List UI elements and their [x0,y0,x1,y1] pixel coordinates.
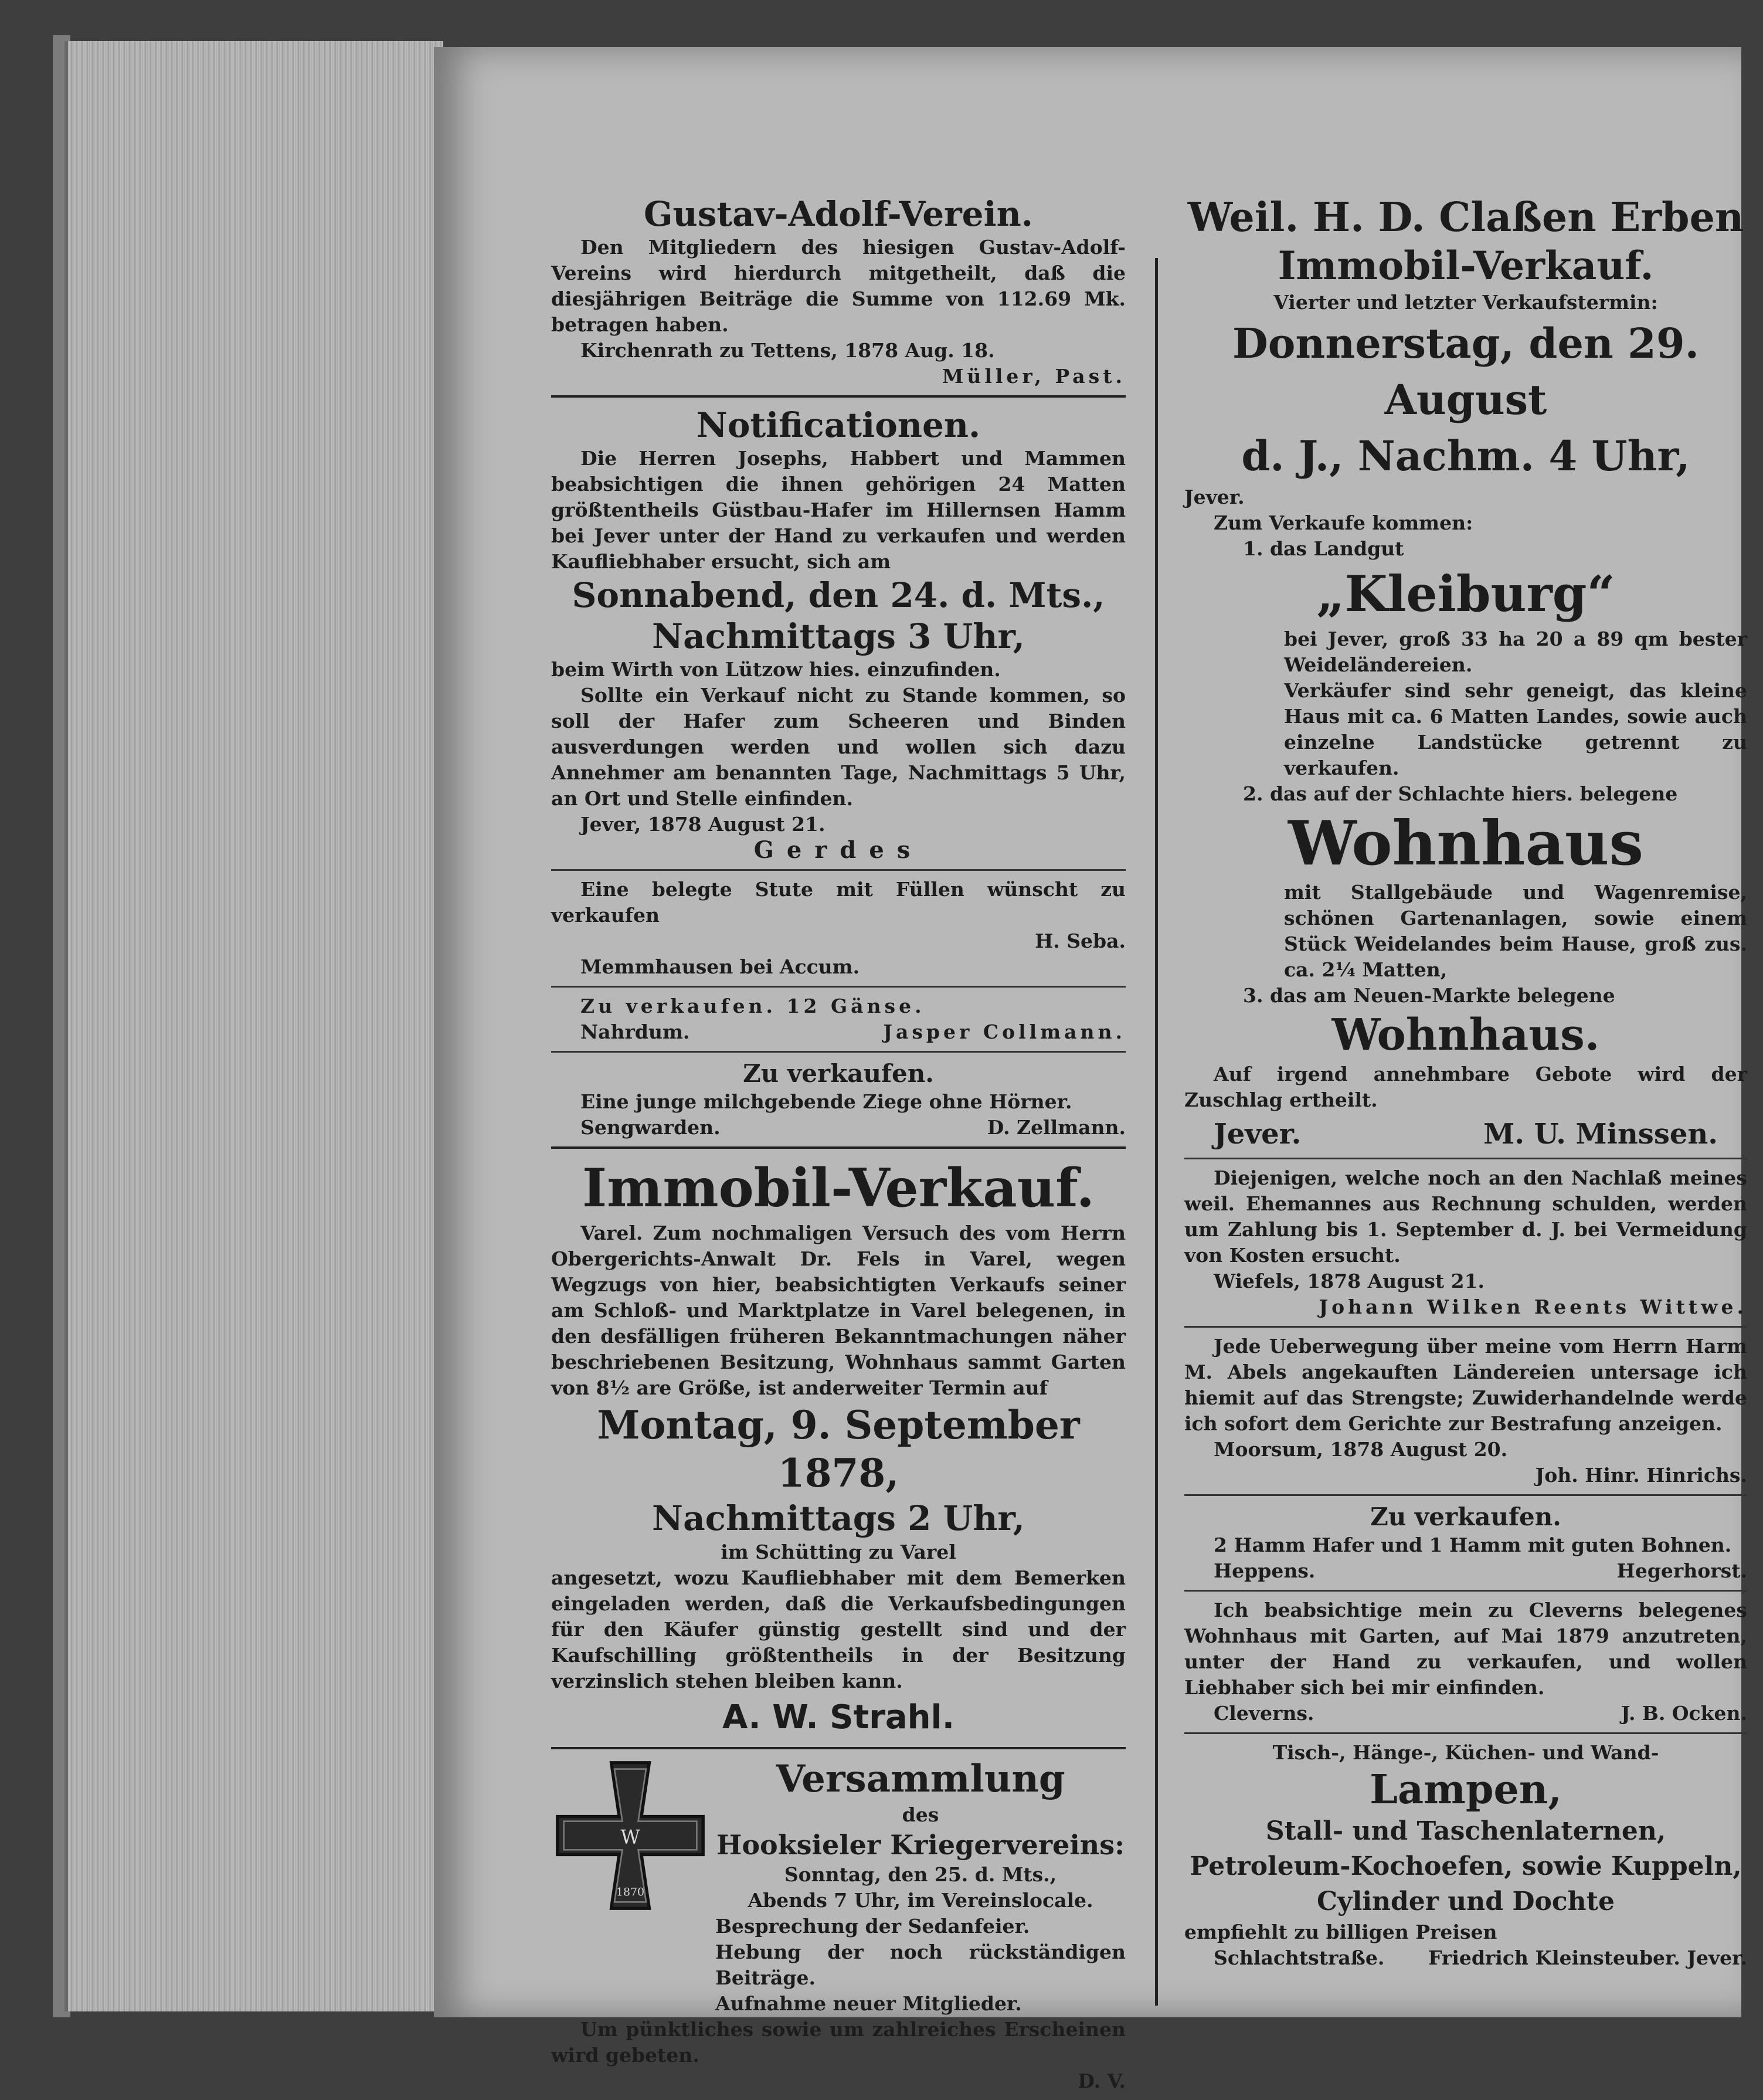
ad-lampen [1184,1740,1747,1971]
ad-varel-immobil [551,1156,1126,1741]
cross-letter: W [620,1826,640,1848]
agenda-item: Aufnahme neuer Mitglieder. [715,1992,1022,2015]
ad-closing: Auf irgend annehmbare Gebote wird der Zuschlag ertheilt. [1184,1063,1747,1111]
ad-address: Schlachtstraße. [1214,1946,1385,1969]
ad-signature: Müller, Past. [942,365,1126,388]
ad-signature: Friedrich Kleinsteuber. Jever. [1428,1946,1747,1969]
ad-body: Eine belegte Stute mit Füllen wünscht zu verkaufen [551,878,1126,927]
ad-time: d. J., Nachm. 4 Uhr, [1241,432,1690,480]
ad-time: Nachmittags 2 Uhr, [652,1498,1025,1538]
ad-signature: J. B. Ocken. [1621,1702,1747,1725]
ad-body: Die Herren Josephs, Habbert und Mammen beabsichtigen die ihnen gehörigen 24 Matten größtentheils Güstbau-Hafer im Hillernsen Hamm bei Jever unter der Hand zu verkaufen und werden Kaufliebhaber ersucht, sich am [551,447,1126,573]
ad-signature: Gerdes [753,836,923,864]
divider [1184,1590,1747,1592]
item-1-desc: bei Jever, groß 33 ha 20 a 89 qm bester Weideländereien. [1284,627,1747,676]
left-column [551,194,1126,2100]
ad-place: Sengwarden. [580,1116,721,1139]
item-3-name: Wohnhaus. [1331,1010,1600,1060]
divider [1184,1158,1747,1159]
ad-subtitle: Immobil-Verkauf. [1278,243,1654,289]
divider [551,869,1126,871]
divider [551,1051,1126,1053]
item-1-name: „Kleiburg“ [1316,565,1615,623]
divider [551,1747,1126,1749]
item-2: 2. das auf der Schlachte hiers. belegene [1243,782,1678,805]
ad-body: Eine junge milchgebende Ziege ohne Hörner. [580,1090,1072,1113]
ad-hafer [1184,1502,1747,1584]
ad-place: Cleverns. [1214,1702,1314,1725]
ad-date: Sonnabend, den 24. d. Mts., [572,575,1105,615]
agenda-item: Hebung der noch rückständigen Beiträge. [715,1940,1126,1989]
ad-time: Nachmittags 3 Uhr, [652,616,1025,656]
ad-place-date: Kirchenrath zu Tettens, 1878 Aug. 18. [580,339,995,362]
agenda-item: Besprechung der Sedanfeier. [715,1915,1030,1938]
ad-body: Ich beabsichtige mein zu Cleverns belegenes Wohnhaus mit Garten, auf Mai 1879 anzutreten, unter der Hand zu verkaufen, und wollen Liebhaber sich bei mir einfinden. [1184,1599,1747,1699]
ad-clasen-immobil [1184,194,1747,1152]
ad-body: 2 Hamm Hafer und 1 Hamm mit guten Bohnen. [1214,1534,1732,1556]
ad-place: im Schütting zu Varel [721,1541,956,1563]
ad-title: Zu verkaufen. [1370,1502,1561,1531]
ad-body: Jede Ueberwegung über meine vom Herrn Harm M. Abels angekauften Ländereien untersage ich hiemit auf das Strengste; Zuwiderhandelnde werde ich sofort dem Gerichte zur Bestrafung anzeigen. [1184,1335,1747,1435]
item-2-desc: mit Stallgebäude und Wagenremise, schönen Gartenanlagen, sowie einem Stück Weidelandes beim Hause, groß zus. ca. 2¼ Matten, [1284,881,1747,981]
ad-title: Gustav-Adolf-Verein. [644,194,1033,234]
ad-signature: D. Zellmann. [987,1116,1126,1139]
ad-place-date: Wiefels, 1878 August 21. [1214,1270,1485,1292]
ad-time: Abends 7 Uhr, im Vereinslocale. [748,1889,1093,1912]
book-page-edges [64,41,443,2011]
ad-place: Nahrdum. [580,1020,690,1043]
divider [1184,1326,1747,1328]
ad-signature: M. U. Minssen. [1483,1118,1718,1151]
ad-body-2: angesetzt, wozu Kaufliebhaber mit dem Bemerken eingeladen werden, daß die Verkaufsbedingungen für den Käufer günstig gestellt sind und der Kaufschilling größtentheils in der Besitzung verzinslich stehen bleiben kann. [551,1566,1126,1692]
ad-signature: H. Seba. [1035,929,1126,952]
cross-year: 1870 [616,1885,645,1899]
ad-place: Jever. [1184,486,1245,508]
ad-ziege [551,1059,1126,1141]
ad-line-3: empfiehlt zu billigen Preisen [1184,1921,1497,1943]
ad-notificationen [551,405,1126,863]
column-divider [1155,258,1158,2006]
ad-gaense [551,993,1126,1045]
ad-signature: Joh. Hinr. Hinrichs. [1535,1464,1747,1487]
ad-body: Zu verkaufen. 12 Gänse. [580,995,925,1017]
ad-title: Versammlung [776,1757,1065,1801]
ad-line-1: Tisch-, Hänge-, Küchen- und Wand- [1272,1741,1659,1764]
item-1-note: Verkäufer sind sehr geneigt, das kleine Haus mit ca. 6 Matten Landes, sowie auch einzelne Landstücke getrennt zu verkaufen. [1284,679,1747,779]
divider [1184,1494,1747,1496]
ad-date: Montag, 9. September 1878, [597,1402,1080,1496]
ad-place-date: Jever, 1878 August 21. [580,813,826,836]
ad-body: Den Mitgliedern des hiesigen Gustav-Adolf-Vereins wird hierdurch mitgetheilt, daß die diesjährigen Beiträge die Summe von 112.69 Mk. betragen haben. [551,236,1126,336]
divider [551,1146,1126,1149]
divider [551,395,1126,398]
ad-title: Notificationen. [696,405,981,445]
ad-des: des [902,1803,939,1826]
ad-signature: Johann Wilken Reents Wittwe. [1319,1295,1747,1318]
iron-cross-icon [551,1756,709,1915]
ad-place-date: Moorsum, 1878 August 20. [1214,1438,1508,1461]
ad-body: Diejenigen, welche noch an den Nachlaß meines weil. Ehemannes aus Rechnung schulden, werden um Zahlung bis 1. September d. J. bei Vermeidung von Kosten ersucht. [1184,1166,1747,1267]
ad-title: Immobil-Verkauf. [582,1157,1095,1219]
item-2-name: Wohnhaus [1288,807,1644,879]
ad-hinrichs [1184,1334,1747,1488]
ad-place: Jever. [1214,1118,1302,1151]
ad-place: beim Wirth von Lützow hies. einzufinden. [551,658,1001,681]
ad-place: Heppens. [1214,1559,1316,1582]
ad-reents [1184,1165,1747,1320]
ad-title: Weil. H. D. Claßen Erben [1187,194,1744,241]
ad-signature: D. V. [1078,2070,1126,2092]
item-3: 3. das am Neuen-Markte belegene [1243,984,1615,1007]
ad-date: Sonntag, den 25. d. Mts., [784,1863,1057,1886]
ad-title: Lampen, [1370,1766,1562,1813]
ad-club-name: Hooksieler Kriegervereins: [716,1829,1125,1861]
ad-kriegerverein [551,1756,1126,2094]
ad-signature: Jasper Collmann. [883,1020,1126,1043]
divider [1184,1732,1747,1734]
right-column [1184,194,1747,1977]
ad-ocken [1184,1597,1747,1726]
divider [551,986,1126,988]
ad-closing: Um pünktliches sowie um zahlreiches Erscheinen wird gebeten. [551,2018,1126,2067]
ad-title: Zu verkaufen. [743,1059,934,1088]
ad-stute [551,877,1126,980]
ad-place: Memmhausen bei Accum. [580,955,860,978]
ad-signature: A. W. Strahl. [722,1698,954,1736]
ad-body: Varel. Zum nochmaligen Versuch des vom Herrn Obergerichts-Anwalt Dr. Fels in Varel, wegen Wegzugs von hier, beabsichtigten Verkaufs seiner am Schloß- und Marktplatze in Varel belegenen, in den desfälligen früheren Bekanntmachungen näher beschriebenen Besitzung, Wohnhaus sammt Garten von 8½ are Größe, ist anderweiter Termin auf [551,1222,1126,1399]
ad-signature: Hegerhorst. [1616,1559,1747,1582]
ad-intro: Zum Verkaufe kommen: [1214,511,1473,534]
ad-date: Donnerstag, den 29. August [1232,319,1699,424]
item-1: 1. das Landgut [1243,537,1404,560]
ad-line-2: Stall- und Taschenlaternen, Petroleum-Kochoefen, sowie Kuppeln, Cylinder und Dochte [1190,1816,1742,1916]
ad-sub: Vierter und letzter Verkaufstermin: [1273,291,1658,314]
ad-body-2: Sollte ein Verkauf nicht zu Stande kommen, so soll der Hafer zum Scheeren und Binden ausverdungen werden und wollen sich dazu Annehmer am benannten Tage, Nachmittags 5 Uhr, an Ort und Stelle einfinden. [551,684,1126,810]
ad-gustav-adolf-verein [551,194,1126,389]
